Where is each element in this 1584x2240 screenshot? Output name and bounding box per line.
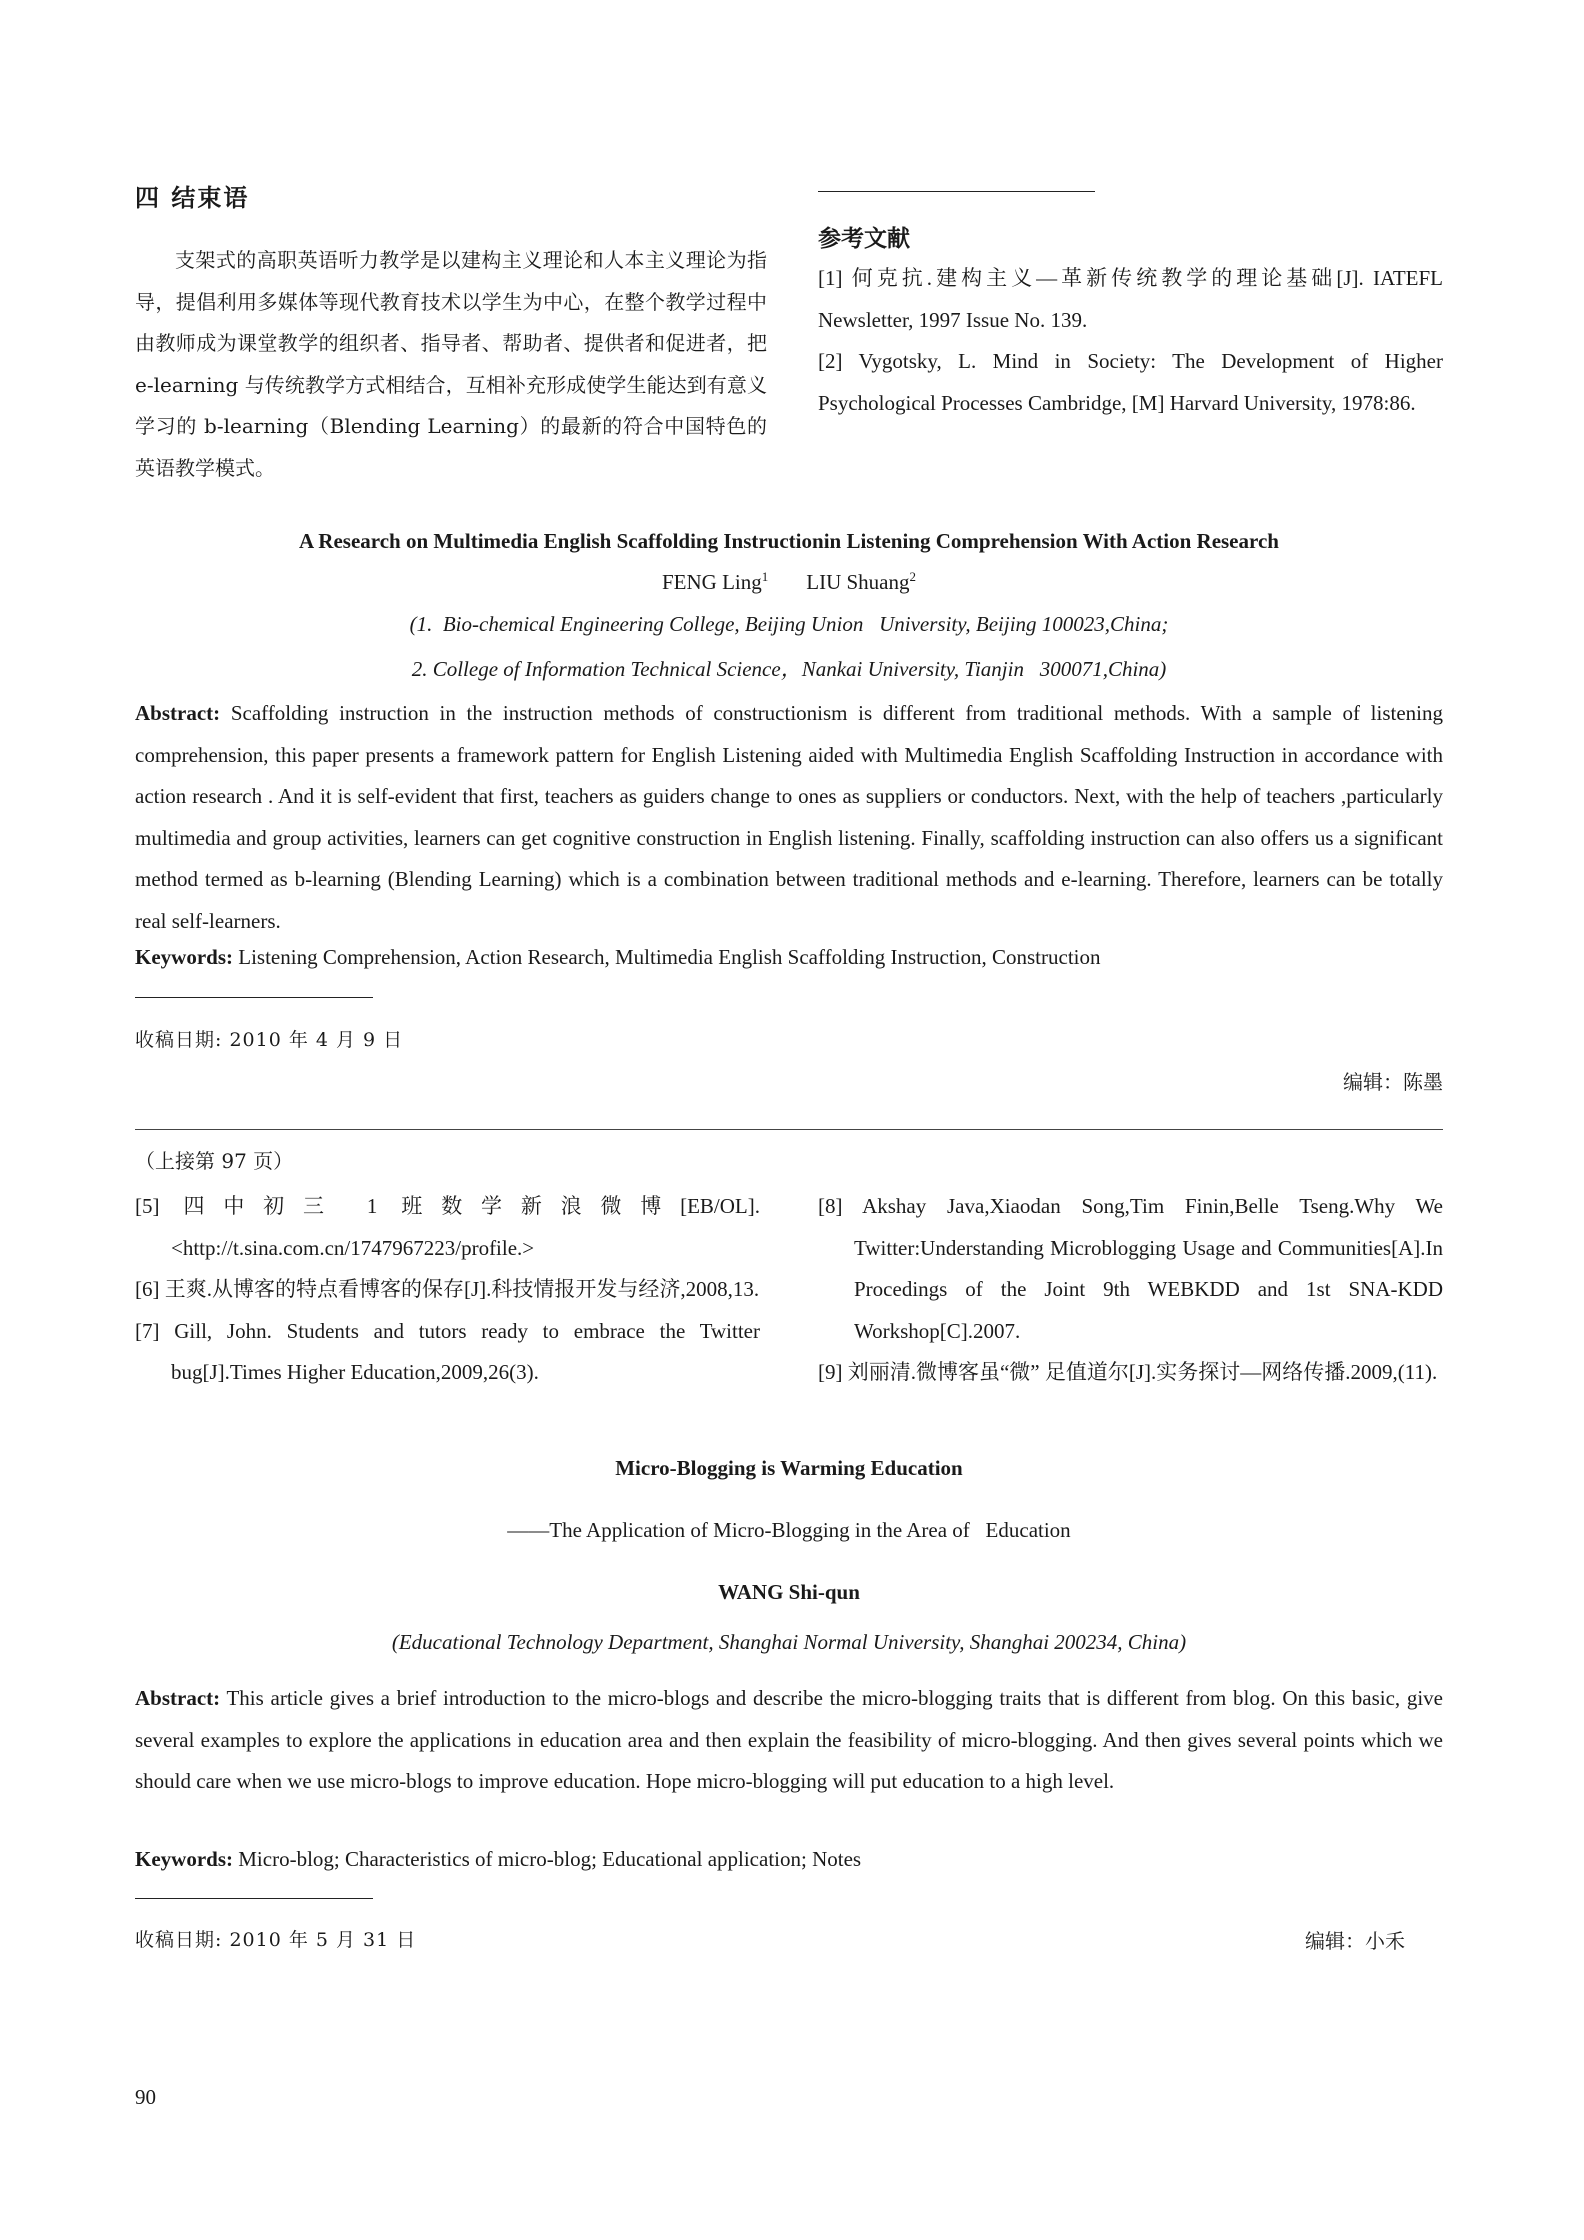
footnote-rule — [135, 1898, 373, 1899]
article2-author: WANG Shi-qun — [718, 1580, 860, 1604]
abstract-label: Abstract: — [135, 1686, 221, 1710]
reference-item: [7] Gill, John. Students and tutors ready to embrace the Twitter bug[J].Times Higher Education,2009,26(3). — [135, 1318, 760, 1384]
keywords-label: Keywords: — [135, 1847, 233, 1871]
abstract-text: Scaffolding instruction in the instruction methods of constructionism is different from traditional methods. With a sample of listening comprehension, this paper presents a framework pattern for English Listening aided with Multimedia English Scaffolding Instruction in accordance with action research . And it is self-evident that first, teachers as guiders change to ones as suppliers or conductors. Next, with the help of teachers ,particularly multimedia and group activities, learners can get cognitive construction in English listening. Finally, scaffolding instruction can also offers us a significant method termed as b-learning (Blending Learning) which is a combination between traditional methods and e-learning. Therefore, learners can be totally real self-learners. — [135, 701, 1443, 933]
article1-affiliation-2: 2. College of Information Technical Science，Nankai University, Tianjin 300071,China) — [411, 657, 1167, 681]
reference-item: [1] 何克抗.建构主义—革新传统教学的理论基础[J]. IATEFL Newsletter, 1997 Issue No. 139. — [818, 266, 1443, 332]
article1-authors — [135, 570, 1443, 595]
reference-item: [6] 王爽.从博客的特点看博客的保存[J].科技情报开发与经济,2008,13. — [135, 1277, 760, 1301]
keywords-text: Listening Comprehension, Action Research, Multimedia English Scaffolding Instruction, Construction — [238, 945, 1101, 969]
article2-abstract — [135, 1678, 1443, 1803]
article2-title: Micro-Blogging is Warming Education — [615, 1456, 963, 1480]
page-number: 90 — [135, 2085, 156, 2109]
reference-item: [2] Vygotsky, L. Mind in Society: The Development of Higher Psychological Processes Cambridge, [M] Harvard University, 1978:86. — [818, 349, 1443, 415]
reference-item: [8] Akshay Java,Xiaodan Song,Tim Finin,Belle Tseng.Why We Twitter:Understanding Microblogging Usage and Communities[A].In Procedings of the Joint 9th WEBKDD and 1st SNA-KDD Workshop[C].2007. — [818, 1194, 1443, 1343]
keywords-text: Micro-blog; Characteristics of micro-blog; Educational application; Notes — [238, 1847, 862, 1871]
footnote-rule — [135, 997, 373, 998]
article2-editor: 编辑：小禾 — [1305, 1929, 1405, 1953]
article2-affiliation: (Educational Technology Department, Shanghai Normal University, Shanghai 200234, China) — [391, 1630, 1187, 1654]
continued-refs-right — [818, 1186, 1443, 1394]
article1-title: A Research on Multimedia English Scaffolding Instructionin Listening Comprehension With Action Research — [299, 529, 1279, 553]
author-name: LIU Shuang — [806, 570, 910, 594]
article2-received-date: 收稿日期: 2010 年 5 月 31 日 — [135, 1929, 417, 1951]
abstract-text: This article gives a brief introduction to the micro-blogs and describe the micro-blogging traits that is different from blog. On this basic, give several examples to explore the applications in education area and then explain the feasibility of micro-blogging. And then gives several points which we should care when we use micro-blogs to improve education. Hope micro-blogging will put education to a high level. — [135, 1686, 1444, 1793]
continued-note: （上接第 97 页） — [135, 1149, 294, 1173]
keywords-label: Keywords: — [135, 945, 233, 969]
article1-received-date: 收稿日期: 2010 年 4 月 9 日 — [135, 1029, 404, 1051]
conclusion-paragraph: 支架式的高职英语听力教学是以建构主义理论和人本主义理论为指导，提倡利用多媒体等现代教育技术以学生为中心，在整个教学过程中由教师成为课堂教学的组织者、指导者、帮助者、提供者和促进者，把 e-learning 与传统教学方式相结合，互相补充形成使学生能达到有意义学习的 b-learning（Blending Learning）的最新的符合中国特色的英语教学模式。 — [135, 248, 767, 480]
references-heading: 参考文献 — [818, 225, 910, 252]
author-name: FENG Ling — [662, 570, 762, 594]
section-divider — [135, 1129, 1443, 1130]
references-list — [818, 258, 1443, 424]
references-rule — [818, 191, 1095, 192]
reference-item: [5] 四中初三 1 班数学新浪微博[EB/OL]. <http://t.sina.com.cn/1747967223/profile.> — [135, 1194, 760, 1260]
author-affil-mark: 1 — [761, 569, 769, 584]
article1-keywords — [135, 945, 1443, 970]
abstract-label: Abstract: — [135, 701, 221, 725]
continued-refs-left — [135, 1186, 760, 1394]
reference-item: [9] 刘丽清.微博客虽“微” 足值道尔[J].实务探讨—网络传播.2009,(11). — [818, 1360, 1438, 1384]
author-affil-mark: 2 — [909, 569, 916, 584]
article1-affiliation-1: (1. Bio-chemical Engineering College, Beijing Union University, Beijing 100023,China; — [409, 612, 1169, 636]
article1-editor: 编辑：陈墨 — [1343, 1070, 1443, 1094]
article2-subtitle: ——The Application of Micro-Blogging in the Area of Education — [507, 1518, 1071, 1542]
conclusion-heading: 四 结束语 — [135, 183, 250, 212]
article2-keywords — [135, 1847, 1443, 1872]
article1-abstract — [135, 693, 1443, 942]
